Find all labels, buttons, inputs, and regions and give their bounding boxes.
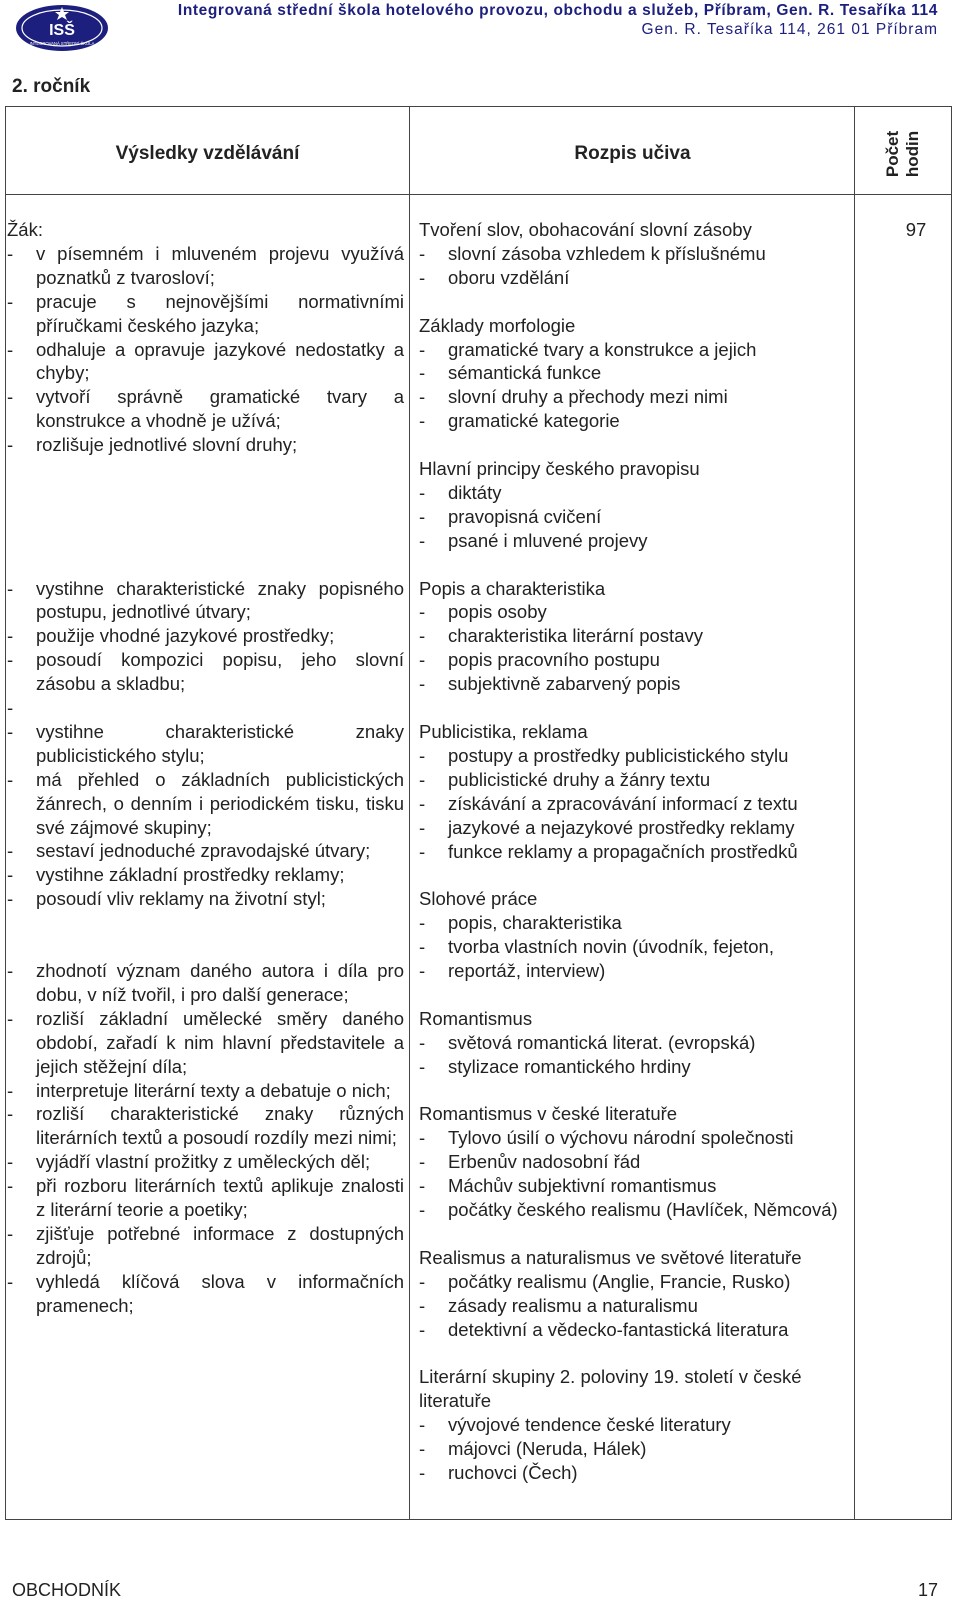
list-item: - Máchův subjektivní romantismus <box>419 1175 717 1197</box>
list-item: - pravopisná cvičení <box>419 505 602 527</box>
curriculum-column <box>419 218 871 1485</box>
list-item: - psané i mluvené projevy <box>419 529 648 551</box>
list-item: - rozlišuje jednotlivé slovní druhy; <box>7 434 298 456</box>
list-item: - Tylovo úsilí o výchovu národní společnosti <box>419 1127 794 1149</box>
list-item: - pracuje s nejnovějšími normativními příručkami českého jazyka; <box>7 290 404 336</box>
list-item: - jazykové a nejazykové prostředky reklamy <box>419 816 795 838</box>
list-item: - posoudí kompozici popisu, jeho slovní zásobu a skladbu; <box>7 649 404 695</box>
list-item: - popis, charakteristika <box>419 912 622 934</box>
hours-value: 97 <box>905 219 927 240</box>
section-title: Romantismus <box>419 1007 533 1029</box>
list-item: - vyhledá klíčová slova v informačních pramenech; <box>7 1270 404 1316</box>
section-title: Slohové práce <box>419 888 538 910</box>
list-item: - vystihne základní prostředky reklamy; <box>7 864 345 886</box>
list-item: - funkce reklamy a propagačních prostředků <box>419 840 798 862</box>
list-item: - charakteristika literární postavy <box>419 625 703 647</box>
list-item: - posoudí vliv reklamy na životní styl; <box>7 888 326 910</box>
list-item: - subjektivně zabarvený popis <box>419 673 681 695</box>
list-item: - zhodnotí význam daného autora i díla pro dobu, v níž tvořil, i pro další generace; <box>7 959 404 1005</box>
list-item: - detektivní a vědecko-fantastická literatura <box>419 1318 789 1340</box>
student-label: Žák: <box>7 219 43 240</box>
list-item: - májovci (Neruda, Hálek) <box>419 1438 647 1460</box>
page-header <box>0 0 960 56</box>
list-item: - rozliší základní umělecké směry daného období, zařadí k nim hlavní představitele a jejich stěžejní díla; <box>7 1007 404 1077</box>
list-item: - získávání a zpracovávání informací z textu <box>419 792 798 814</box>
logo-subtext: INTEGROVANÁ STŘEDNÍ ŠKOLA <box>29 41 95 46</box>
list-item: - oboru vzdělání <box>419 266 570 288</box>
list-item: - má přehled o základních publicistických žánrech, o denním i periodickém tisku, tisku své zájmové skupiny; <box>7 768 404 838</box>
list-item: - interpretuje literární texty a debatuje o nich; <box>7 1079 391 1101</box>
list-item: - postupy a prostředky publicistického stylu <box>419 744 789 766</box>
list-item: - gramatické kategorie <box>419 410 620 432</box>
list-item: - sémantická funkce <box>419 362 602 384</box>
list-item: - odhaluje a opravuje jazykové nedostatky a chyby; <box>7 338 404 384</box>
section-title: Literární skupiny 2. poloviny 19. století v české literatuře <box>419 1366 802 1412</box>
results-column <box>7 218 404 1318</box>
list-item: - diktáty <box>419 481 502 503</box>
section-title: Publicistika, reklama <box>419 720 588 742</box>
list-item: - reportáž, interview) <box>419 960 606 982</box>
school-address: Gen. R. Tesaříka 114, 261 01 Příbram <box>641 21 938 38</box>
list-item: - použije vhodné jazykové prostředky; <box>7 625 335 647</box>
page-number: 17 <box>917 1580 938 1600</box>
list-item: - zjišťuje potřebné informace z dostupných zdrojů; <box>7 1222 404 1268</box>
list-item: - vývojové tendence české literatury <box>419 1414 731 1436</box>
section-title: Romantismus v české literatuře <box>419 1103 678 1125</box>
list-item: - <box>7 697 14 719</box>
list-item: - počátky českého realismu (Havlíček, Němcová) <box>419 1199 838 1221</box>
list-item: - sestaví jednoduché zpravodajské útvary; <box>7 840 371 862</box>
section-title: Hlavní principy českého pravopisu <box>419 458 700 480</box>
section-title: Realismus a naturalismus ve světové literatuře <box>419 1246 802 1268</box>
column-divider <box>409 107 410 1519</box>
list-item: - slovní zásoba vzhledem k příslušnému <box>419 242 766 264</box>
section-title: Popis a charakteristika <box>419 577 606 599</box>
section-title: Základy morfologie <box>419 314 576 336</box>
header-hours-line1: Počet <box>883 130 903 177</box>
list-item: - stylizace romantického hrdiny <box>419 1055 691 1077</box>
list-item: - Erbenův nadosobní řád <box>419 1151 641 1173</box>
header-hours <box>856 107 951 200</box>
list-item: - vystihne charakteristické znaky popisného postupu, jednotlivé útvary; <box>7 577 404 623</box>
header-curriculum: Rozpis učiva <box>574 142 691 164</box>
list-item: - gramatické tvary a konstrukce a jejich <box>419 338 757 360</box>
list-item: - vyjádří vlastní prožitky z uměleckých děl; <box>7 1151 371 1173</box>
list-item: - při rozboru literárních textů aplikuje znalosti z literární teorie a poetiky; <box>7 1175 404 1221</box>
list-item: - tvorba vlastních novin (úvodník, fejeton, <box>419 936 774 958</box>
list-item: - vystihne charakteristické znaky publicistického stylu; <box>7 720 404 766</box>
list-item: - počátky realismu (Anglie, Francie, Rusko) <box>419 1270 791 1292</box>
header-results: Výsledky vzdělávání <box>115 142 300 164</box>
list-item: - zásady realismu a naturalismu <box>419 1294 698 1316</box>
list-item: - popis pracovního postupu <box>419 649 660 671</box>
logo-text: ISŠ <box>49 22 75 39</box>
list-item: - popis osoby <box>419 601 547 623</box>
list-item: - publicistické druhy a žánry textu <box>419 768 711 790</box>
list-item: - vytvoří správně gramatické tvary a konstrukce a vhodně je užívá; <box>7 386 404 432</box>
list-item: - světová romantická literat. (evropská) <box>419 1031 756 1053</box>
year-heading: 2. ročník <box>12 76 91 97</box>
school-logo <box>14 3 110 53</box>
school-name: Integrovaná střední škola hotelového provozu, obchodu a služeb, Příbram, Gen. R. Tesaříka 114 <box>177 2 938 19</box>
list-item: - slovní druhy a přechody mezi nimi <box>419 386 728 408</box>
section-title: Tvoření slov, obohacování slovní zásoby <box>419 219 752 240</box>
list-item: - v písemném i mluveném projevu využívá poznatků z tvarosloví; <box>7 242 404 288</box>
list-item: - rozliší charakteristické znaky různých literárních textů a posoudí rozdíly mezi nimi; <box>7 1103 404 1149</box>
header-hours-line2: hodin <box>903 130 923 177</box>
footer-title: OBCHODNÍK <box>12 1580 122 1600</box>
list-item: - ruchovci (Čech) <box>419 1461 578 1483</box>
